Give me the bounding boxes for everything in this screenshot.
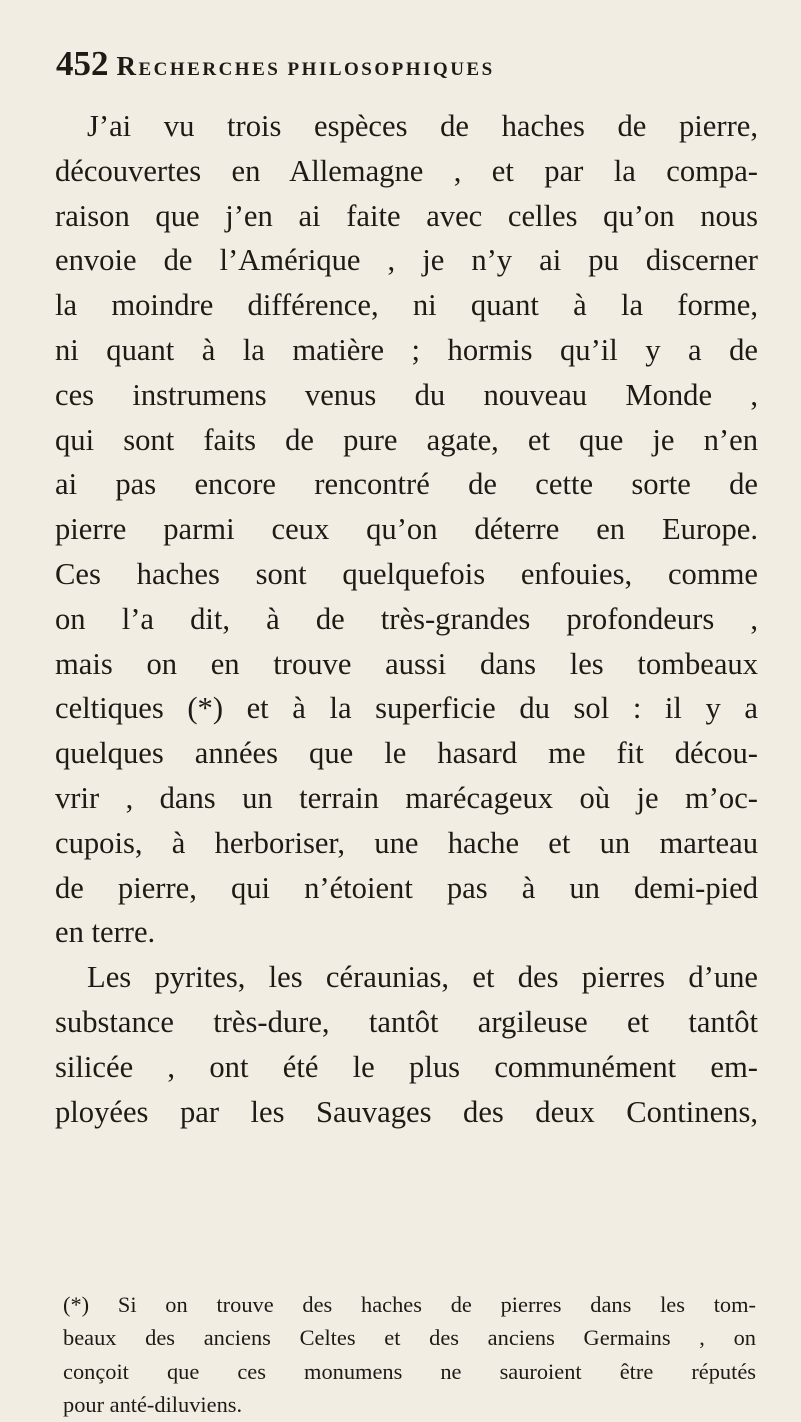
text-line: vrir , dans un terrain marécageux où je m’oc- xyxy=(55,780,758,815)
text-line: la moindre différence, ni quant à la forme, xyxy=(55,288,758,323)
text-line: qui sont faits de pure agate, et que je n’en xyxy=(55,422,758,457)
text-line: silicée , ont été le plus communément em- xyxy=(55,1049,758,1084)
text-line: J’ai vu trois espèces de haches de pierre, xyxy=(87,109,758,143)
text-line: raison que j’en ai faite avec celles qu’on nous xyxy=(55,198,758,233)
text-line: ni quant à la matière ; hormis qu’il y a de xyxy=(55,332,758,367)
footnote-line: conçoit que ces monumens ne sauroient être réputés xyxy=(63,1358,756,1384)
footnote-line: pour anté-diluviens. xyxy=(63,1392,243,1418)
main-text xyxy=(55,104,758,1134)
text-line: de pierre, qui n’étoient pas à un demi-pied xyxy=(55,870,758,905)
text-line: pierre parmi ceux qu’on déterre en Europe. xyxy=(55,512,758,547)
text-line: mais on en trouve aussi dans les tombeaux xyxy=(55,646,758,681)
text-line: celtiques (*) et à la superficie du sol : il y a xyxy=(55,691,758,726)
text-line: découvertes en Allemagne , et par la compa- xyxy=(55,153,758,188)
text-line: ai pas encore rencontré de cette sorte de xyxy=(55,467,758,502)
text-line: cupois, à herboriser, une hache et un marteau xyxy=(55,825,758,860)
text-line: ces instrumens venus du nouveau Monde , xyxy=(55,377,758,412)
page-header xyxy=(56,44,756,94)
text-line: substance très-dure, tantôt argileuse et tantôt xyxy=(55,1004,758,1039)
text-line: quelques années que le hasard me fit décou- xyxy=(55,736,758,771)
footnote xyxy=(63,1288,756,1422)
text-line: ployées par les Sauvages des deux Continens, xyxy=(55,1094,758,1129)
text-line: en terre. xyxy=(55,915,156,950)
page-number: 452 xyxy=(56,44,109,83)
text-line: Ces haches sont quelquefois enfouies, comme xyxy=(55,556,758,591)
text-line: Les pyrites, les céraunias, et des pierres d’une xyxy=(87,960,758,995)
text-line: on l’a dit, à de très-grandes profondeurs , xyxy=(55,601,758,636)
running-title xyxy=(117,51,495,81)
running-title-initial: R xyxy=(116,51,139,81)
running-title-rest: ECHERCHES PHILOSOPHIQUES xyxy=(138,59,495,80)
footnote-line: beaux des anciens Celtes et des anciens Germains , on xyxy=(63,1325,756,1351)
footnote-line: (*) Si on trouve des haches de pierres dans les tom- xyxy=(63,1292,756,1317)
text-line: envoie de l’Amérique , je n’y ai pu discerner xyxy=(55,243,758,278)
